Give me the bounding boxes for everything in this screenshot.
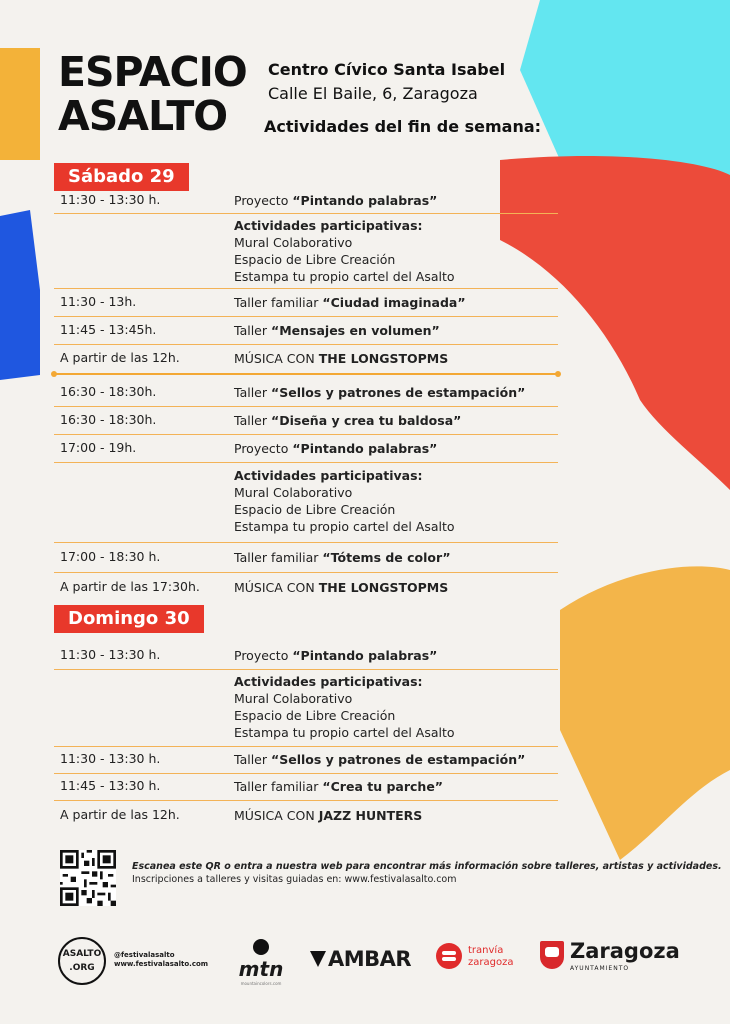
asalto-logo: ASALTO .ORG	[58, 937, 106, 985]
schedule-row	[54, 746, 558, 774]
row-activity	[234, 350, 448, 367]
activity-title: “Mensajes en volumen”	[271, 323, 440, 338]
row-activity	[234, 778, 443, 795]
schedule-row	[54, 213, 558, 289]
activity-title: JAZZ HUNTERS	[318, 808, 423, 823]
schedule-row	[54, 316, 558, 345]
row-activity	[234, 440, 437, 457]
zaragoza-wordmark: Zaragoza	[570, 939, 680, 963]
mtn-ball-icon	[253, 939, 269, 955]
activity-prefix: Proyecto	[234, 441, 289, 456]
activity-title: THE LONGSTOPMS	[318, 580, 449, 595]
activity-title: THE LONGSTOPMS	[318, 351, 449, 366]
row-activity	[234, 384, 525, 401]
activity-prefix: MÚSICA CON	[234, 580, 315, 595]
afternoon-divider	[54, 373, 558, 375]
row-time: A partir de las 12h.	[60, 807, 180, 822]
activity-title: “Pintando palabras”	[292, 193, 438, 208]
schedule-row	[54, 643, 558, 670]
activity-title: “Sellos y patrones de estampación”	[271, 752, 526, 767]
qr-text: Escanea este QR o entra a nuestra web para encontrar más información sobre talleres, artistas y actividades.	[132, 861, 722, 872]
activity-prefix: MÚSICA CON	[234, 808, 315, 823]
row-time: 16:30 - 18:30h.	[60, 384, 157, 399]
activity-prefix: Taller familiar	[234, 779, 319, 794]
yellow-left-shape	[0, 48, 40, 160]
qr-info	[132, 860, 722, 886]
row-activity	[234, 412, 461, 429]
qr-code[interactable]	[60, 850, 116, 906]
activity-title: “Sellos y patrones de estampación”	[271, 385, 526, 400]
schedule-row	[54, 378, 558, 407]
row-time: 11:45 - 13:45h.	[60, 322, 157, 337]
activity-heading: Actividades participativas:	[234, 674, 423, 689]
row-activity	[234, 579, 448, 596]
activity-prefix: MÚSICA CON	[234, 351, 315, 366]
activity-prefix: Taller familiar	[234, 295, 319, 310]
schedule-row	[54, 542, 558, 573]
row-time: A partir de las 12h.	[60, 350, 180, 365]
activity-title: “Pintando palabras”	[292, 648, 438, 663]
brand-title	[58, 50, 247, 138]
ambar-triangle-icon	[310, 951, 326, 967]
blue-left-shape	[0, 210, 40, 380]
row-activity	[234, 294, 466, 311]
activity-prefix: Taller	[234, 323, 268, 338]
activity-line: Estampa tu propio cartel del Asalto	[234, 725, 455, 740]
activity-line: Estampa tu propio cartel del Asalto	[234, 269, 455, 284]
row-activity	[234, 217, 455, 285]
venue-name: Centro Cívico Santa Isabel	[268, 60, 506, 79]
asalto-links	[114, 951, 208, 969]
schedule-row	[54, 773, 558, 801]
inscriptions-text: Inscripciones a talleres y visitas guiadas en: www.festivalasalto.com	[132, 874, 457, 885]
activity-line: Estampa tu propio cartel del Asalto	[234, 519, 455, 534]
orange-arc-shape	[560, 566, 730, 860]
day-label-saturday: Sábado 29	[54, 163, 189, 191]
row-time: 11:30 - 13:30 h.	[60, 192, 161, 207]
activity-prefix: Proyecto	[234, 648, 289, 663]
page-subtitle: Actividades del fin de semana:	[264, 117, 542, 136]
activity-line: Mural Colaborativo	[234, 485, 353, 500]
mtn-sub: mountaincolors.com	[240, 981, 282, 986]
row-time: A partir de las 17:30h.	[60, 579, 200, 594]
row-time: 17:00 - 18:30 h.	[60, 549, 161, 564]
ambar-logo	[310, 947, 411, 971]
row-time: 11:45 - 13:30 h.	[60, 778, 161, 793]
schedule-row	[54, 288, 558, 317]
activity-prefix: Proyecto	[234, 193, 289, 208]
activity-line: Espacio de Libre Creación	[234, 502, 396, 517]
schedule-row	[54, 800, 558, 830]
venue-block	[268, 58, 505, 106]
zaragoza-sub: AYUNTAMIENTO	[570, 965, 630, 972]
tranvia-icon	[436, 943, 462, 969]
schedule-row	[54, 344, 558, 372]
row-time: 11:30 - 13:30 h.	[60, 647, 161, 662]
row-time: 17:00 - 19h.	[60, 440, 137, 455]
row-time: 11:30 - 13h.	[60, 294, 137, 309]
row-time: 11:30 - 13:30 h.	[60, 751, 161, 766]
activity-title: “Crea tu parche”	[322, 779, 444, 794]
schedule-row	[54, 406, 558, 435]
row-activity	[234, 467, 455, 535]
schedule-row	[54, 189, 558, 214]
activity-line: Espacio de Libre Creación	[234, 708, 396, 723]
activity-prefix: Taller	[234, 385, 268, 400]
ambar-wordmark: AMBAR	[328, 947, 412, 971]
row-activity	[234, 807, 422, 824]
day-label-sunday: Domingo 30	[54, 605, 204, 633]
schedule-row	[54, 462, 558, 543]
asalto-social[interactable]: @festivalasalto	[114, 951, 175, 959]
activity-title: “Ciudad imaginada”	[322, 295, 466, 310]
activity-heading: Actividades participativas:	[234, 468, 423, 483]
schedule-row	[54, 669, 558, 747]
row-activity	[234, 192, 437, 209]
row-activity	[234, 673, 455, 741]
activity-heading: Actividades participativas:	[234, 218, 423, 233]
activity-prefix: Taller	[234, 413, 268, 428]
tranvia-text	[468, 945, 513, 969]
zaragoza-shield-icon	[540, 941, 564, 969]
row-time: 16:30 - 18:30h.	[60, 412, 157, 427]
row-activity	[234, 549, 451, 566]
schedule-row	[54, 434, 558, 463]
asalto-web[interactable]: www.festivalasalto.com	[114, 960, 209, 968]
activity-title: “Diseña y crea tu baldosa”	[271, 413, 462, 428]
activity-line: Mural Colaborativo	[234, 691, 353, 706]
mtn-logo	[236, 939, 286, 986]
venue-address: Calle El Baile, 6, Zaragoza	[268, 84, 478, 103]
activity-line: Espacio de Libre Creación	[234, 252, 396, 267]
activity-prefix: Taller	[234, 752, 268, 767]
activity-title: “Tótems de color”	[322, 550, 451, 565]
activity-prefix: Taller familiar	[234, 550, 319, 565]
sponsor-logos	[0, 935, 730, 995]
tranvia-line2: zaragoza	[468, 957, 514, 968]
activity-line: Mural Colaborativo	[234, 235, 353, 250]
schedule-row	[54, 572, 558, 602]
brand-line1: ESPACIO	[58, 48, 247, 96]
mtn-wordmark: mtn	[238, 957, 284, 981]
brand-line2: ASALTO	[58, 92, 228, 140]
row-activity	[234, 647, 437, 664]
activity-title: “Pintando palabras”	[292, 441, 438, 456]
row-activity	[234, 751, 525, 768]
tranvia-line1: tranvía	[468, 945, 504, 956]
row-activity	[234, 322, 440, 339]
